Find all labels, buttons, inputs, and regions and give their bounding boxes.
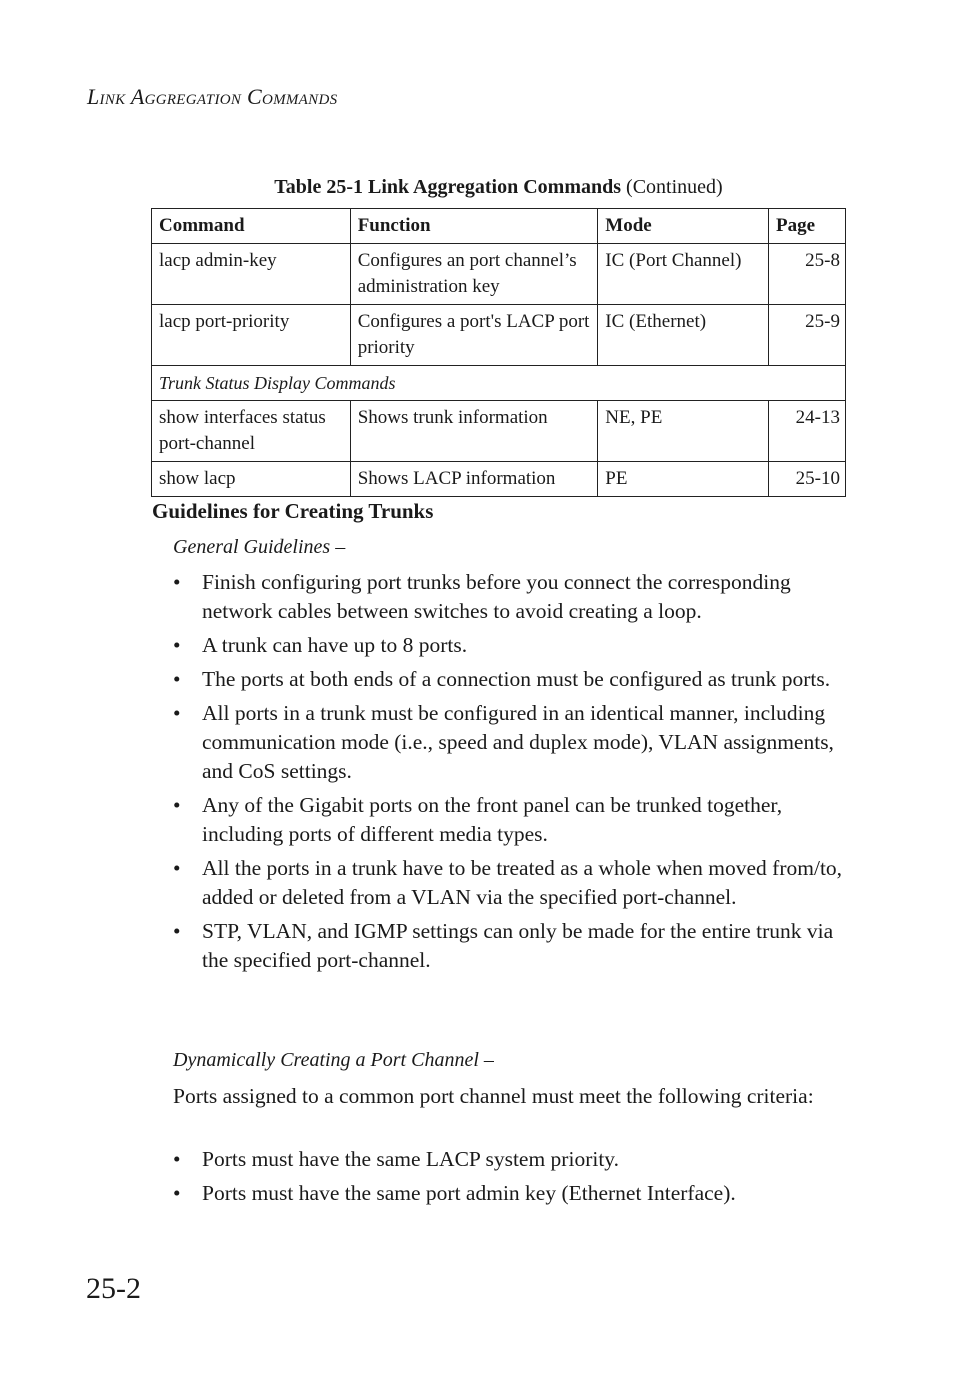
general-guidelines-label: General Guidelines – [173, 536, 346, 558]
page-number: 25-2 [86, 1272, 141, 1305]
table-row [152, 401, 846, 462]
cell-command: lacp port-priority [152, 305, 351, 366]
cell-command: show lacp [152, 462, 351, 497]
cell-mode: PE [598, 462, 769, 497]
dynamic-port-channel-label: Dynamically Creating a Port Channel – [173, 1049, 494, 1071]
cell-page: 25-8 [769, 244, 846, 305]
cell-mode: IC (Ethernet) [598, 305, 769, 366]
table-caption-label: Table 25-1 Link Aggregation Commands [274, 176, 622, 198]
table-row [152, 305, 846, 366]
cell-function: Shows trunk information [350, 401, 598, 462]
list-item: • Ports must have the same LACP system priority. [173, 1145, 853, 1174]
header-page: Page [769, 209, 846, 244]
header-function: Function [350, 209, 598, 244]
list-item: • Finish configuring port trunks before you connect the corresponding network cables between switches to avoid creating a loop. [173, 568, 853, 626]
list-item: • The ports at both ends of a connection must be configured as trunk ports. [173, 665, 853, 694]
cell-page: 25-10 [769, 462, 846, 497]
link-aggregation-commands-table [151, 208, 846, 497]
cell-command: show interfaces status port-channel [152, 401, 351, 462]
list-item: • Any of the Gigabit ports on the front panel can be trunked together, including ports of different media types. [173, 791, 853, 849]
cell-page: 25-9 [769, 305, 846, 366]
cell-mode: NE, PE [598, 401, 769, 462]
general-guidelines-list [173, 568, 853, 980]
cell-mode: IC (Port Channel) [598, 244, 769, 305]
table-row [152, 462, 846, 497]
dynamic-criteria-list [173, 1145, 853, 1213]
header-command: Command [152, 209, 351, 244]
dynamic-intro-paragraph: Ports assigned to a common port channel must meet the following criteria: [173, 1084, 814, 1108]
cell-function: Configures a port's LACP port priority [350, 305, 598, 366]
section-title: Trunk Status Display Commands [152, 366, 846, 401]
list-item: • Ports must have the same port admin key (Ethernet Interface). [173, 1179, 853, 1208]
table-row [152, 244, 846, 305]
header-mode: Mode [598, 209, 769, 244]
table-header-row [152, 209, 846, 244]
cell-function: Shows LACP information [350, 462, 598, 497]
cell-page: 24-13 [769, 401, 846, 462]
table-caption-note: (Continued) [626, 176, 723, 198]
list-item: • All the ports in a trunk have to be treated as a whole when moved from/to, added or deleted from a VLAN via the specified port-channel. [173, 854, 853, 912]
list-item: • STP, VLAN, and IGMP settings can only be made for the entire trunk via the specified port-channel. [173, 917, 853, 975]
table-section-row [152, 366, 846, 401]
list-item: • All ports in a trunk must be configured in an identical manner, including communication mode (i.e., speed and duplex mode), VLAN assignments, and CoS settings. [173, 699, 853, 786]
running-head: Link Aggregation Commands [87, 84, 338, 109]
list-item: • A trunk can have up to 8 ports. [173, 631, 853, 660]
guidelines-heading: Guidelines for Creating Trunks [152, 499, 434, 523]
table-caption [151, 176, 846, 199]
cell-function: Configures an port channel’s administration key [350, 244, 598, 305]
cell-command: lacp admin-key [152, 244, 351, 305]
